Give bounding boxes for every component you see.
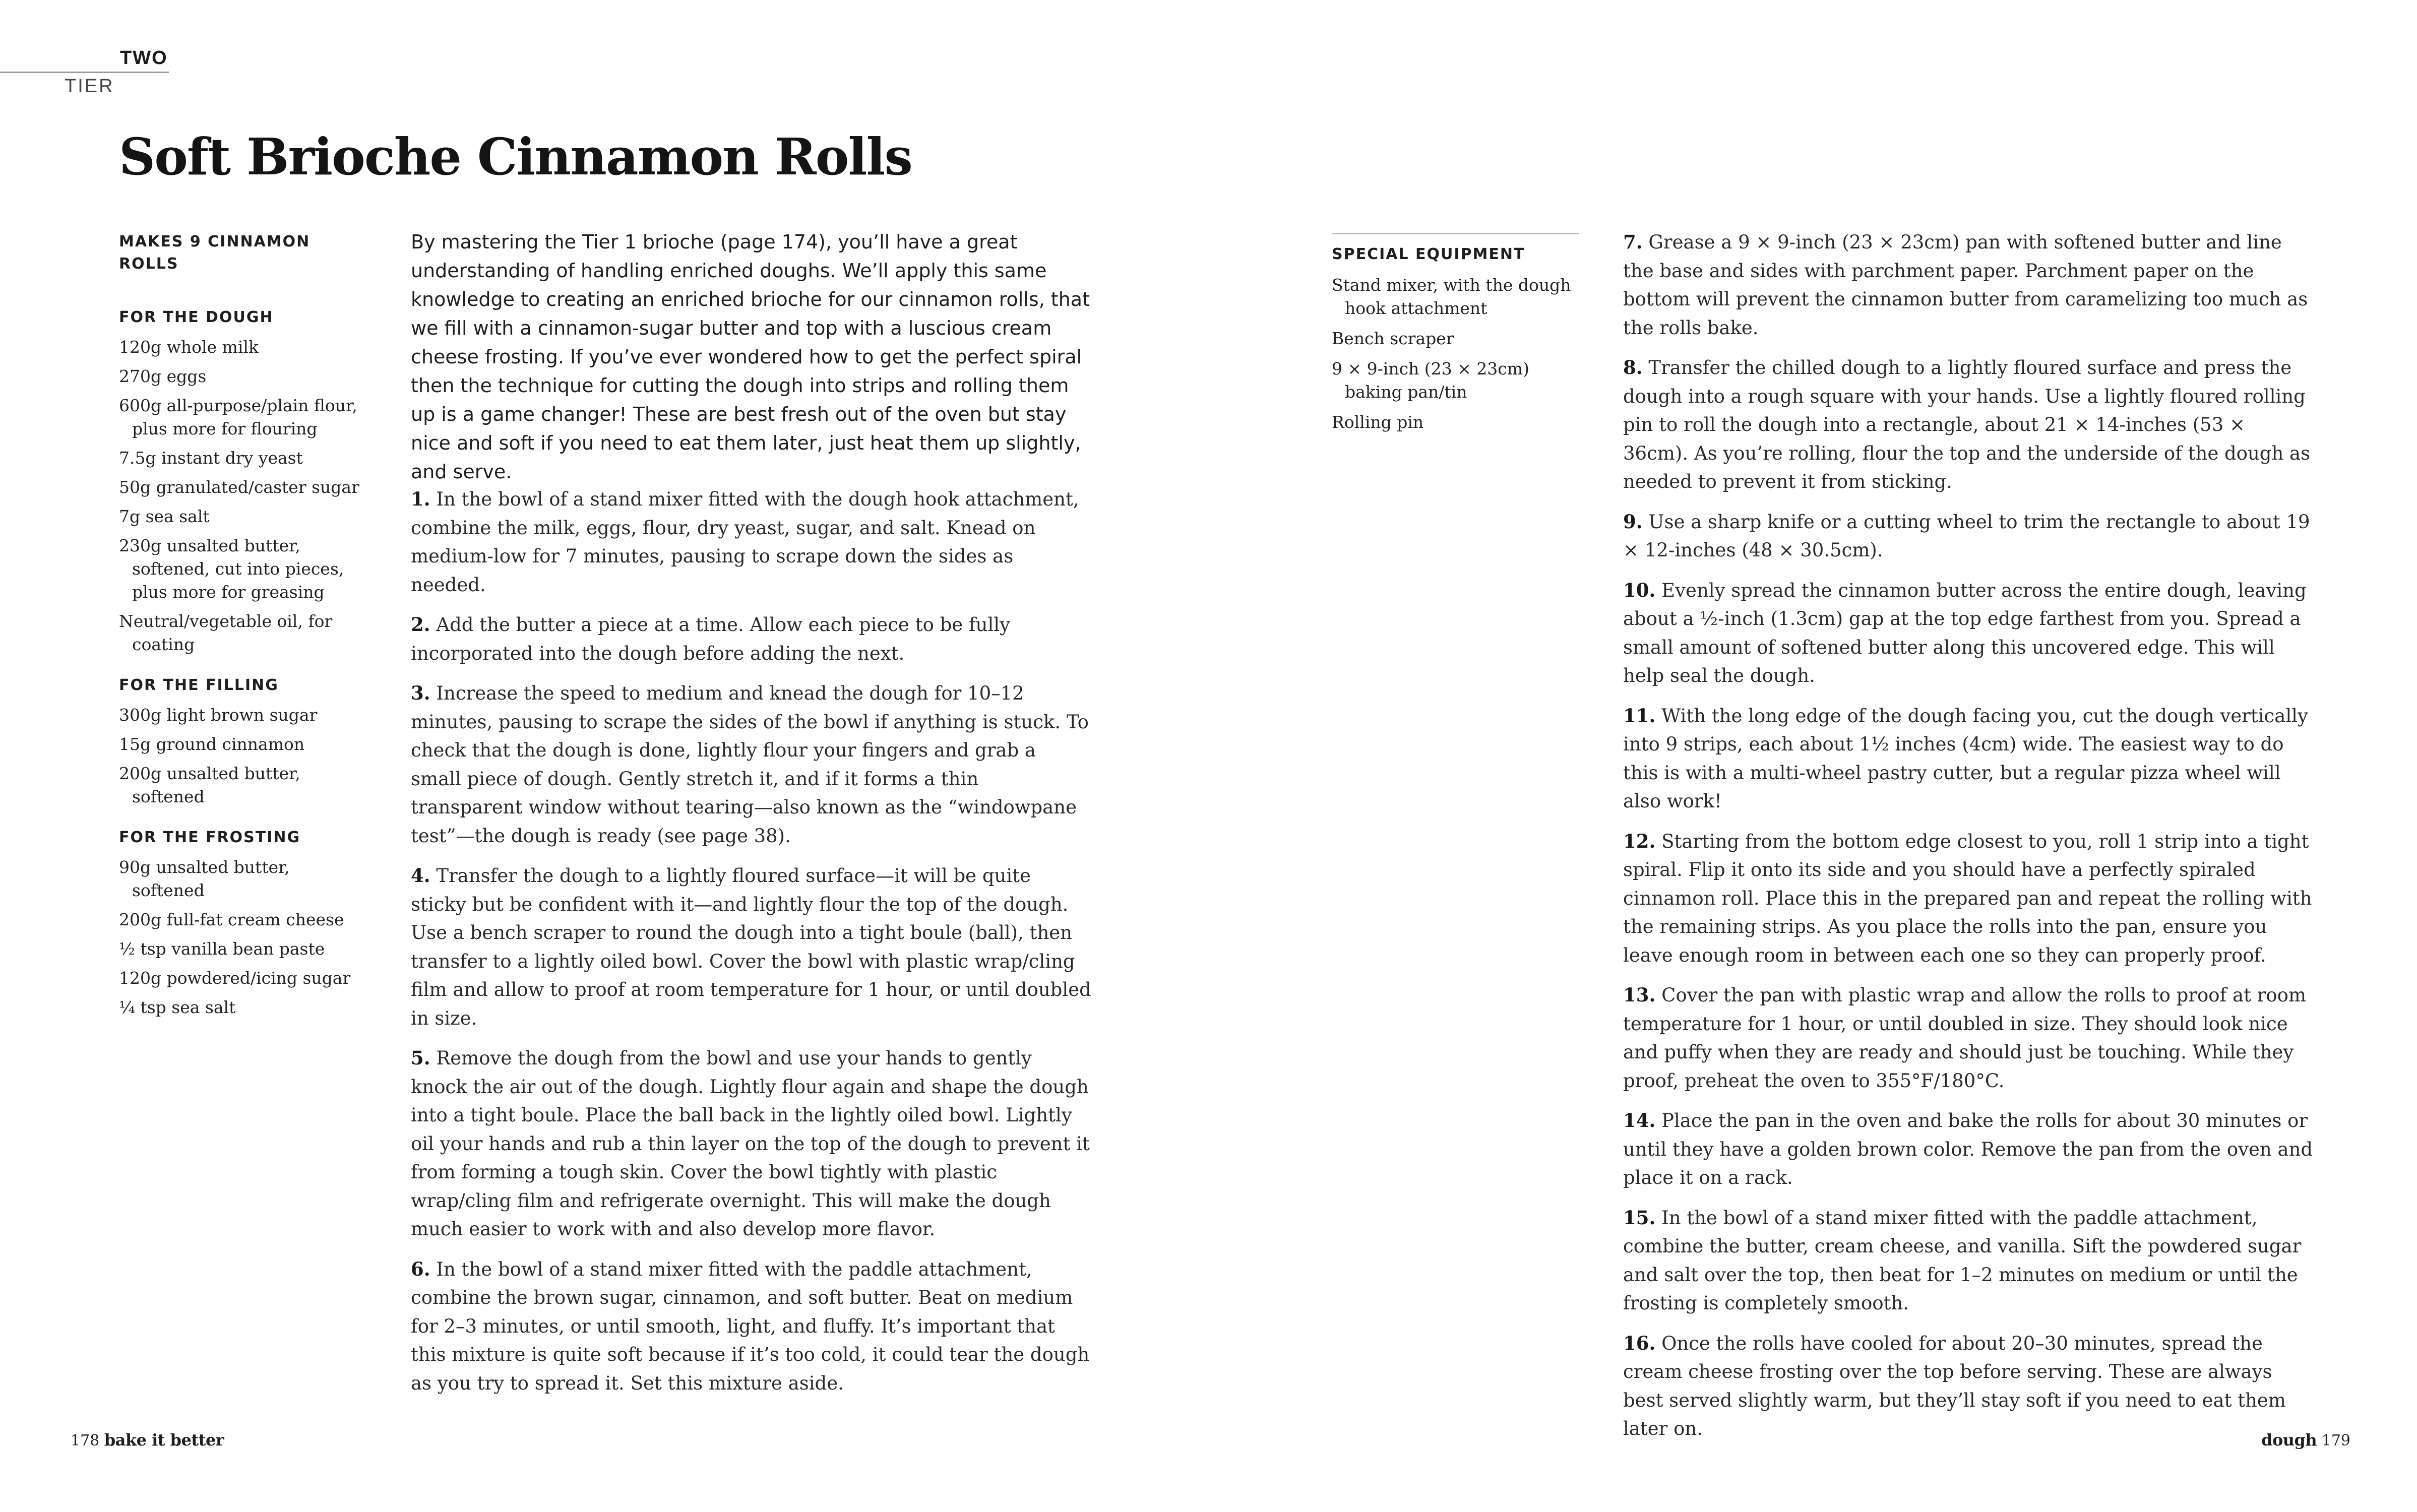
- section-name: dough: [2261, 1430, 2317, 1450]
- page-number-left: 178: [71, 1432, 100, 1450]
- ingredient-item: 230g unsalted butter, softened, cut into pieces, plus more for greasing: [119, 536, 344, 602]
- page-number-right: 179: [2321, 1432, 2350, 1450]
- recipe-step: [411, 610, 1091, 668]
- ingredient-sections: [119, 306, 361, 1019]
- step-number: 10.: [1623, 579, 1656, 601]
- step-text: In the bowl of a stand mixer fitted with the paddle attachment, combine the butter, cream cheese, and vanilla. Sift the powdered sugar and salt over the top, then beat for 1–2 minutes on medium or until the frosting is completely smooth.: [1623, 1207, 2302, 1314]
- step-text: Once the rolls have cooled for about 20–30 minutes, spread the cream cheese frosting over the top before serving. These are always best served slightly warm, but they’ll stay soft if you need to eat them later on.: [1623, 1332, 2286, 1439]
- ingredient-item: 7.5g instant dry yeast: [119, 448, 303, 468]
- step-text: Grease a 9 × 9-inch (23 × 23cm) pan with softened butter and line the base and sides with parchment paper. Parchment paper on the bottom will prevent the cinnamon butter from caramelizing too much as the rolls bake.: [1623, 231, 2308, 339]
- special-equipment-box: [1332, 233, 1579, 441]
- step-text: Transfer the dough to a lightly floured surface—it will be quite sticky but be confident with it—and lightly flour the top of the dough. Use a bench scraper to round the dough into a tight boule (ball), then transfer to a lightly oiled bowl. Cover the bowl with plastic wrap/cling film and allow to proof at room temperature for 1 hour, or until doubled in size.: [411, 865, 1091, 1029]
- recipe-step: [1623, 981, 2314, 1095]
- ingredient-section-heading: FOR THE FROSTING: [119, 829, 301, 846]
- ingredient-item: 200g unsalted butter, softened: [119, 764, 300, 806]
- step-text: Add the butter a piece at a time. Allow each piece to be fully incorporated into the dough before adding the next.: [411, 614, 1011, 664]
- step-number: 7.: [1623, 231, 1643, 253]
- ingredient-section-heading: FOR THE DOUGH: [119, 308, 274, 326]
- step-number: 4.: [411, 864, 430, 887]
- steps-column-right: [1623, 228, 2314, 1455]
- step-number: 15.: [1623, 1206, 1656, 1229]
- footer-left: [71, 1430, 224, 1450]
- recipe-step: [1623, 827, 2314, 970]
- ingredient-item: ½ tsp vanilla bean paste: [119, 939, 325, 959]
- recipe-yield: MAKES 9 CINNAMON ROLLS: [119, 233, 311, 273]
- recipe-step: [1623, 228, 2314, 342]
- ingredient-item: 120g powdered/icing sugar: [119, 968, 351, 988]
- step-number: 14.: [1623, 1109, 1656, 1131]
- step-text: In the bowl of a stand mixer fitted with the dough hook attachment, combine the milk, eggs, flour, dry yeast, sugar, and salt. Knead on medium-low for 7 minutes, pausing to scrape down the sides as needed.: [411, 488, 1079, 596]
- tier-label: TIER: [65, 76, 114, 97]
- ingredient-list: [119, 704, 361, 808]
- equipment-item: 9 × 9-inch (23 × 23cm) baking pan/tin: [1332, 359, 1529, 402]
- ingredient-item: 300g light brown sugar: [119, 705, 318, 725]
- tier-number: TWO: [120, 47, 168, 69]
- step-text: Cover the pan with plastic wrap and allow the rolls to proof at room temperature for 1 hour, or until doubled in size. They should look nice and puffy when they are ready and should just be touching. While they proof, preheat the oven to 355°F/180°C.: [1623, 984, 2307, 1092]
- step-text: In the bowl of a stand mixer fitted with the paddle attachment, combine the brown sugar, cinnamon, and soft butter. Beat on medium for 2–3 minutes, or until smooth, light, and fluffy. It’s important that this mixture is quite soft because if it’s too cold, it could tear the dough as you try to spread it. Set this mixture aside.: [411, 1258, 1090, 1394]
- ingredient-item: 120g whole milk: [119, 337, 259, 357]
- step-text: Remove the dough from the bowl and use your hands to gently knock the air out of the dough. Lightly flour again and shape the dough into a tight boule. Place the ball back in the lightly oiled bowl. Lightly oil your hands and rub a thin layer on the top of the dough to prevent it from forming a tough skin. Cover the bowl tightly with plastic wrap/cling film and refrigerate overnight. This will make the dough much easier to work with and also develop more flavor.: [411, 1047, 1090, 1240]
- step-number: 1.: [411, 488, 430, 510]
- step-number: 16.: [1623, 1332, 1656, 1354]
- ingredient-section-heading: FOR THE FILLING: [119, 676, 279, 694]
- equipment-heading: SPECIAL EQUIPMENT: [1332, 245, 1525, 263]
- ingredient-item: 15g ground cinnamon: [119, 734, 305, 754]
- step-text: Place the pan in the oven and bake the rolls for about 30 minutes or until they have a golden brown color. Remove the pan from the oven and place it on a rack.: [1623, 1110, 2313, 1188]
- recipe-intro: By mastering the Tier 1 brioche (page 174), you’ll have a great understanding of handling enriched doughs. We’ll apply this same knowledge to creating an enriched brioche for our cinnamon rolls, that we fill with a cinnamon-sugar butter and top with a luscious cream cheese frosting. If you’ve ever wondered how to get the perfect spiral then the technique for cutting the dough into strips and rolling them up is a game changer! These are best fresh out of the oven but stay nice and soft if you need to eat them later, just heat them up slightly, and serve.: [411, 231, 1090, 483]
- ingredient-list: [119, 336, 361, 656]
- step-text: Use a sharp knife or a cutting wheel to trim the rectangle to about 19 × 12-inches (48 × 30.5cm).: [1623, 511, 2310, 561]
- step-text: Transfer the chilled dough to a lightly floured surface and press the dough into a rough square with your hands. Use a lightly floured rolling pin to roll the dough into a rectangle, about 21 × 14-inches (53 × 36cm). As you’re rolling, flour the top and the underside of the dough as needed to prevent it from sticking.: [1623, 357, 2311, 492]
- step-number: 8.: [1623, 356, 1643, 379]
- step-number: 3.: [411, 682, 430, 704]
- step-number: 9.: [1623, 510, 1643, 533]
- equipment-item: Rolling pin: [1332, 412, 1424, 432]
- ingredient-item: Neutral/vegetable oil, for coating: [119, 611, 333, 654]
- step-number: 12.: [1623, 830, 1656, 852]
- recipe-step: [411, 1044, 1091, 1244]
- step-text: Increase the speed to medium and knead the dough for 10–12 minutes, pausing to scrape the sides of the bowl if anything is stuck. To check that the dough is done, lightly flour your fingers and grab a small piece of dough. Gently stretch it, and if it forms a thin transparent window without tearing—also known as the “windowpane test”—the dough is ready (see page 38).: [411, 682, 1089, 847]
- recipe-step: [1623, 702, 2314, 816]
- recipe-step: [411, 679, 1091, 850]
- recipe-step: [1623, 1204, 2314, 1318]
- step-number: 13.: [1623, 984, 1656, 1006]
- footer-right: [2261, 1430, 2350, 1450]
- recipe-step: [411, 861, 1091, 1033]
- step-text: With the long edge of the dough facing you, cut the dough vertically into 9 strips, each about 1½ inches (4cm) wide. The easiest way to do this is with a multi-wheel pastry cutter, but a regular pizza wheel will also work!: [1623, 705, 2308, 812]
- ingredient-item: 600g all-purpose/plain flour, plus more for flouring: [119, 396, 357, 438]
- step-number: 6.: [411, 1257, 430, 1280]
- steps-column-left: [411, 485, 1091, 1409]
- recipe-step: [1623, 353, 2314, 496]
- recipe-title: Soft Brioche Cinnamon Rolls: [119, 127, 912, 186]
- ingredient-item: 270g eggs: [119, 366, 207, 386]
- step-text: Starting from the bottom edge closest to you, roll 1 strip into a tight spiral. Flip it onto its side and you should have a perfectly spiraled cinnamon roll. Place this in the prepared pan and repeat the rolling with the remaining strips. As you place the rolls into the pan, ensure you leave enough room in between each one so they can properly proof.: [1623, 830, 2312, 966]
- ingredient-list: [119, 856, 361, 1019]
- ingredient-item: 200g full-fat cream cheese: [119, 910, 344, 929]
- recipe-step: [411, 1255, 1091, 1398]
- tier-rule: [0, 72, 169, 73]
- equipment-list: [1332, 274, 1579, 434]
- ingredients-column: [119, 231, 361, 1037]
- ingredient-item: ¼ tsp sea salt: [119, 997, 236, 1017]
- step-text: Evenly spread the cinnamon butter across the entire dough, leaving about a ½-inch (1.3cm) gap at the top edge farthest from you. Spread a small amount of softened butter along this uncovered edge. This will help seal the dough.: [1623, 579, 2307, 686]
- recipe-step: [411, 485, 1091, 599]
- step-number: 2.: [411, 613, 430, 636]
- step-number: 11.: [1623, 704, 1656, 727]
- book-title: bake it better: [104, 1430, 224, 1450]
- ingredient-item: 90g unsalted butter, softened: [119, 857, 290, 900]
- ingredient-item: 50g granulated/caster sugar: [119, 477, 359, 497]
- recipe-step: [1623, 508, 2314, 565]
- recipe-step: [1623, 1329, 2314, 1443]
- recipe-step: [1623, 1106, 2314, 1192]
- equipment-item: Bench scraper: [1332, 329, 1454, 348]
- equipment-item: Stand mixer, with the dough hook attachment: [1332, 275, 1571, 318]
- step-number: 5.: [411, 1047, 430, 1069]
- recipe-step: [1623, 576, 2314, 690]
- ingredient-item: 7g sea salt: [119, 507, 210, 526]
